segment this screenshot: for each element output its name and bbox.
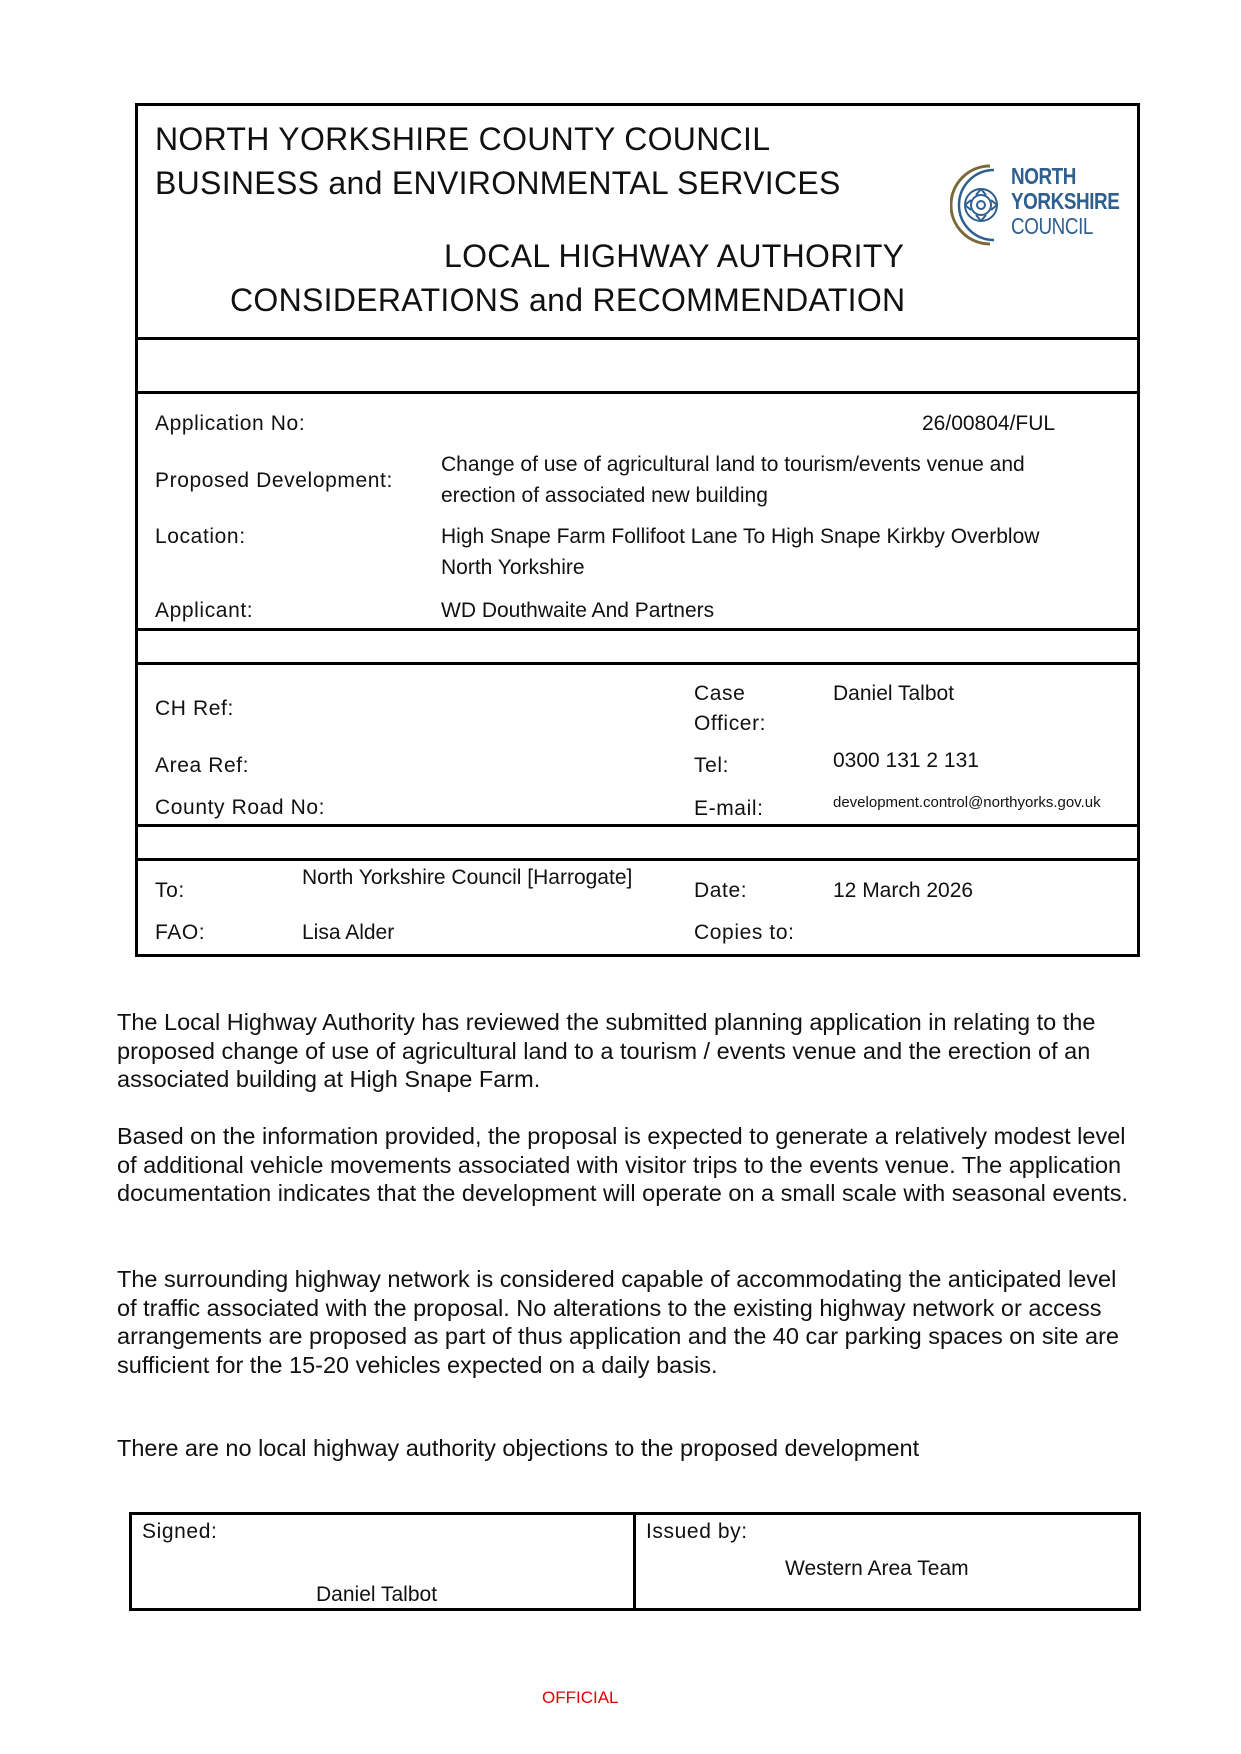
body-paragraph-1: The Local Highway Authority has reviewed the submitted planning application in relating to the proposed change of use of agricultural land to a tourism / events venue and the erection of an associated building at High Snape Farm. <box>117 1009 1096 1092</box>
to-value: North Yorkshire Council [Harrogate] <box>302 866 633 889</box>
location-label: Location: <box>155 525 246 548</box>
tel-label: Tel: <box>694 754 730 777</box>
applicant-value: WD Douthwaite And Partners <box>441 599 715 622</box>
classification-label: OFFICIAL <box>542 1688 619 1707</box>
location-line1: High Snape Farm Follifoot Lane To High Snape Kirkby Overblow <box>441 525 1040 548</box>
proposed-development-line2: erection of associated new building <box>441 484 768 507</box>
county-road-label: County Road No: <box>155 796 326 819</box>
signed-value: Daniel Talbot <box>316 1583 438 1606</box>
copies-to-label: Copies to: <box>694 921 795 944</box>
divider <box>135 858 1140 861</box>
signed-label: Signed: <box>142 1520 218 1543</box>
divider <box>135 337 1140 340</box>
date-value: 12 March 2026 <box>833 879 974 902</box>
document-title-line2: CONSIDERATIONS and RECOMMENDATION <box>230 282 906 318</box>
divider <box>135 391 1140 394</box>
email-label: E-mail: <box>694 797 764 820</box>
fao-value: Lisa Alder <box>302 921 395 944</box>
issued-by-value: Western Area Team <box>785 1557 969 1580</box>
case-officer-label-line2: Officer: <box>694 712 767 735</box>
tel-value: 0300 131 2 131 <box>833 749 979 772</box>
document-title-line1: LOCAL HIGHWAY AUTHORITY <box>444 238 905 274</box>
divider <box>135 628 1140 631</box>
date-label: Date: <box>694 879 748 902</box>
location-line2: North Yorkshire <box>441 556 585 579</box>
body-paragraph-3: The surrounding highway network is considered capable of accommodating the anticipated level of traffic associated with the proposal. No alterations to the existing highway network or access arrangements are proposed as part of thus application and the 40 car parking spaces on site are sufficient for the 15-20 vehicles expected on a daily basis. <box>117 1266 1119 1378</box>
area-ref-label: Area Ref: <box>155 754 250 777</box>
council-logo <box>950 160 1130 250</box>
logo-line-council: COUNCIL <box>1011 213 1094 239</box>
proposed-development-label: Proposed Development: <box>155 469 393 492</box>
fao-label: FAO: <box>155 921 206 944</box>
logo-line-yorkshire: YORKSHIRE <box>1011 188 1120 214</box>
body-paragraph-2: Based on the information provided, the proposal is expected to generate a relatively modest level of additional vehicle movements associated with visitor trips to the events venue. The application documentation indicates that the development will operate on a small scale with seasonal events. <box>117 1123 1129 1206</box>
logo-line-north: NORTH <box>1011 163 1077 189</box>
council-name: NORTH YORKSHIRE COUNTY COUNCIL <box>155 121 771 157</box>
body-paragraph-4: There are no local highway authority objections to the proposed development <box>117 1435 920 1461</box>
email-value[interactable]: development.control@northyorks.gov.uk <box>833 794 1101 811</box>
divider <box>135 662 1140 665</box>
application-no-value: 26/00804/FUL <box>922 412 1056 435</box>
case-officer-value: Daniel Talbot <box>833 682 955 705</box>
application-no-label: Application No: <box>155 412 306 435</box>
issued-by-label: Issued by: <box>646 1520 748 1543</box>
ch-ref-label: CH Ref: <box>155 697 234 720</box>
to-label: To: <box>155 879 185 902</box>
proposed-development-line1: Change of use of agricultural land to tourism/events venue and <box>441 453 1025 476</box>
department-name: BUSINESS and ENVIRONMENTAL SERVICES <box>155 165 841 201</box>
case-officer-label-line1: Case <box>694 682 746 705</box>
divider <box>135 824 1140 827</box>
signoff-divider <box>633 1512 636 1611</box>
applicant-label: Applicant: <box>155 599 254 622</box>
white-rose-icon <box>950 160 1012 250</box>
